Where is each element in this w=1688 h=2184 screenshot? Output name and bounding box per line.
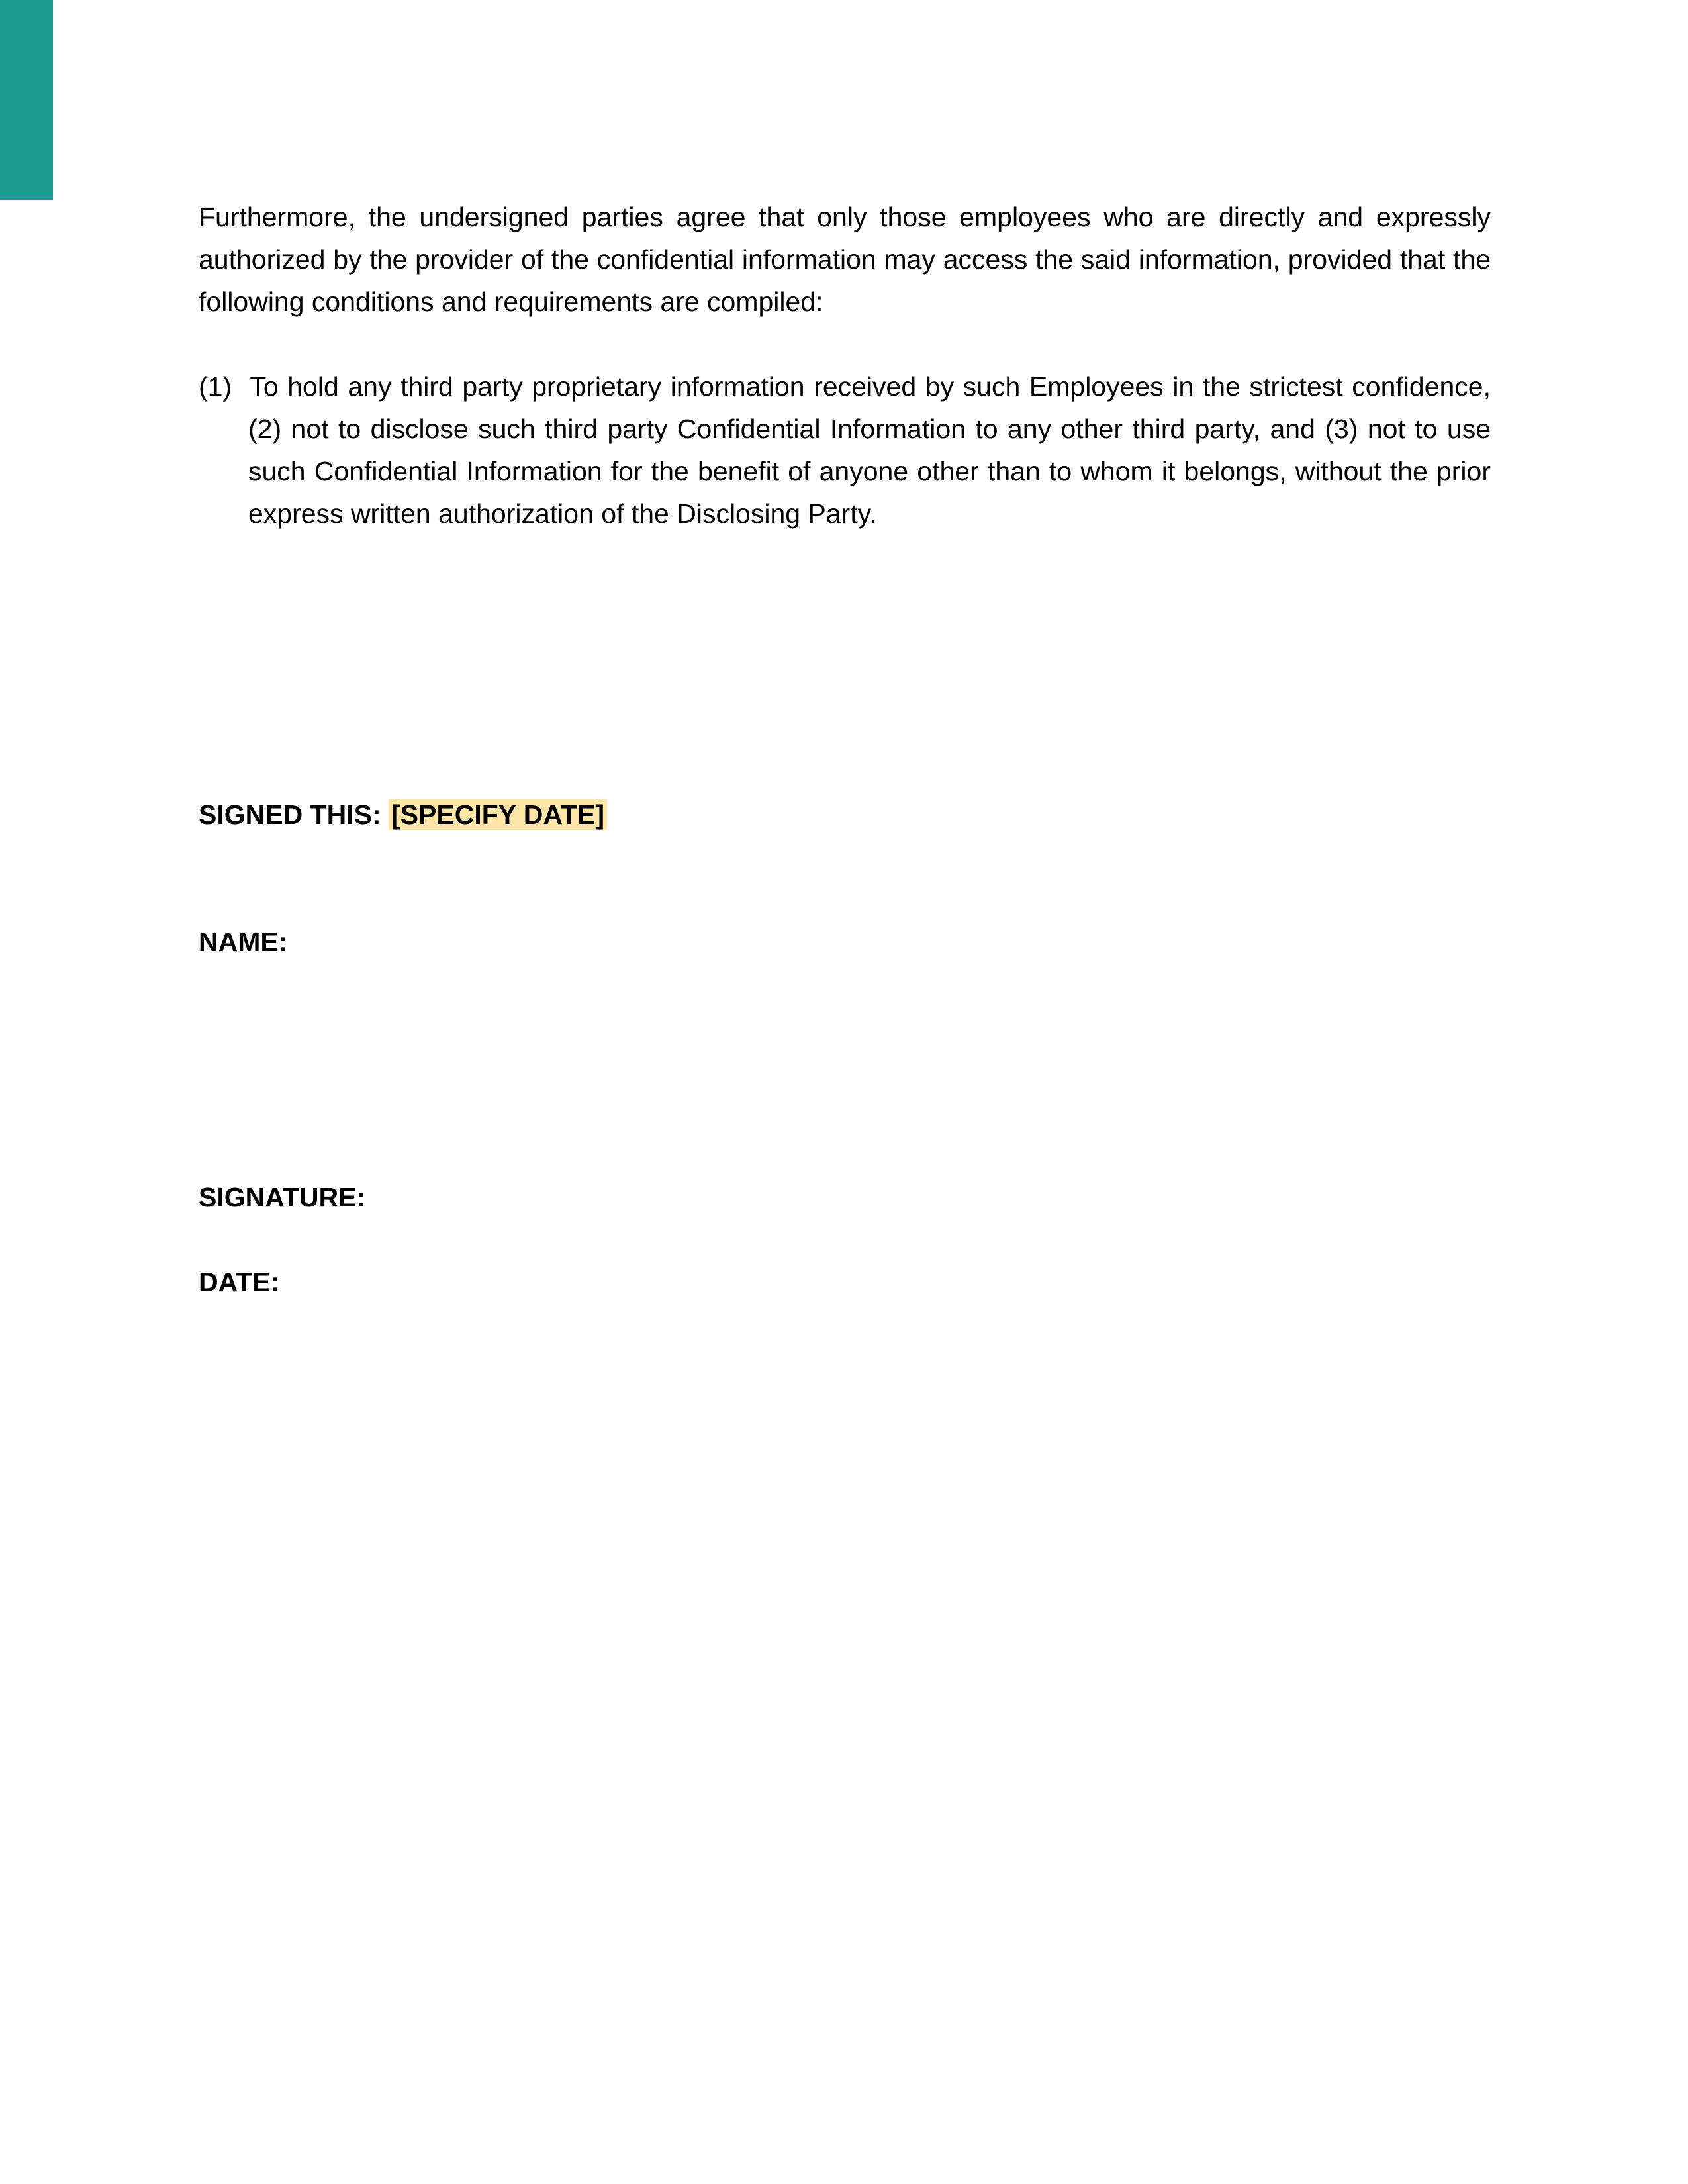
specify-date-placeholder: [SPECIFY DATE]: [389, 799, 607, 830]
intro-paragraph: Furthermore, the undersigned parties agree that only those employees who are directly and expressly authorized by the provider of the confidential information may access the said information, provided that the following conditions and requirements are compiled:: [199, 202, 1491, 317]
document-body: [199, 196, 1491, 535]
list-number: (1): [199, 371, 232, 402]
date-label: DATE:: [199, 1267, 280, 1297]
signed-this-label: SIGNED THIS:: [199, 799, 381, 830]
signature-label: SIGNATURE:: [199, 1182, 366, 1212]
signed-this-line: [199, 794, 607, 836]
numbered-condition: [199, 365, 1491, 535]
list-text: To hold any third party proprietary information received by such Employees in the strictest confidence, (2) not to disclose such third party Confidential Information to any other third party, and (3) not to use such Confidential Information for the benefit of anyone other than to whom it belongs, without the prior express written authorization of the Disclosing Party.: [248, 371, 1491, 529]
accent-bar: [0, 0, 53, 200]
name-label: NAME:: [199, 927, 288, 957]
